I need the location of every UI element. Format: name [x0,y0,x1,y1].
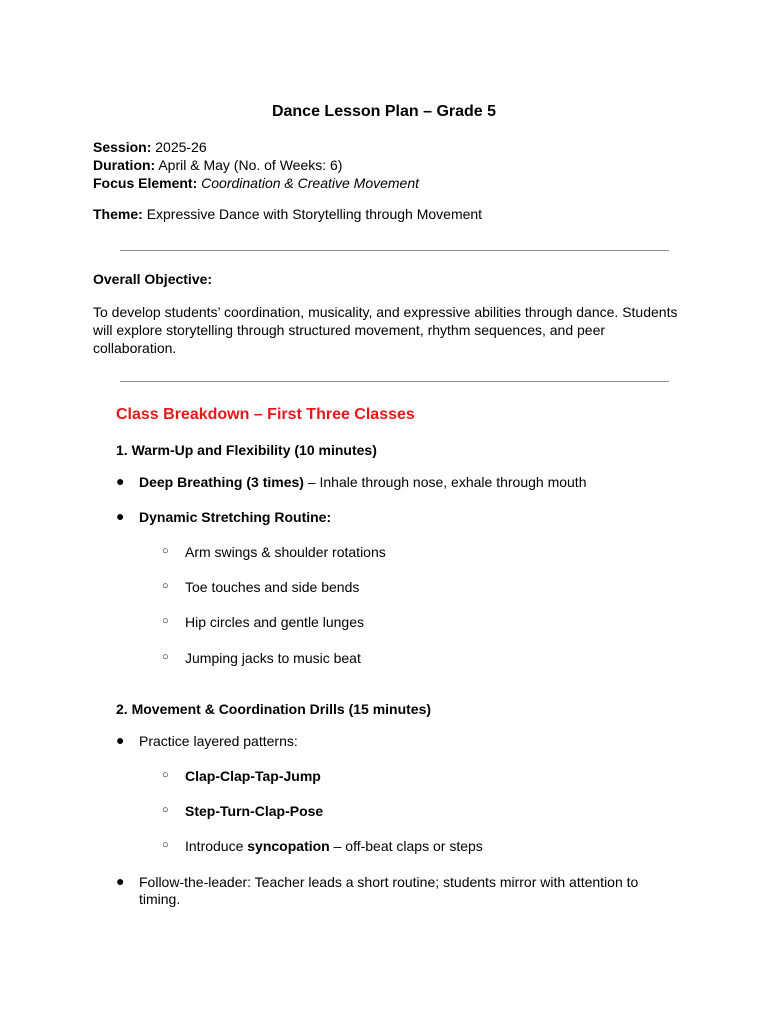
session-row [93,138,419,156]
bullet-icon: ● [116,473,125,489]
deep-breathing-text: – Inhale through nose, exhale through mouth [303,474,587,490]
duration-row [93,156,419,174]
theme-label: Theme: [93,206,143,222]
objective-body: To develop students’ coordination, musicality, and expressive abilities through dance. Students will explore storytelling through structured movement, rhythm sequences, and peer collaboration. [93,304,678,356]
divider-middle [120,381,669,382]
circle-bullet-icon: ○ [162,545,169,557]
section-drills-heading: 2. Movement & Coordination Drills (15 minutes) [116,701,432,717]
circle-bullet-icon: ○ [162,615,169,627]
lesson-meta [93,138,419,192]
duration-label: Duration: [93,157,156,173]
bullet-icon: ● [116,508,125,524]
deep-breathing-label: Deep Breathing (3 times) [139,474,304,490]
session-label: Session: [93,139,152,155]
focus-row [93,174,419,192]
pattern-clap-tap-jump: Clap-Clap-Tap-Jump [185,768,321,784]
stretching-label: Dynamic Stretching Routine: [139,509,332,525]
theme-value: Expressive Dance with Storytelling through Movement [146,206,483,222]
sub-item-text: Hip circles and gentle lunges [185,614,364,630]
circle-bullet-icon: ○ [162,769,169,781]
theme-row [93,206,482,222]
focus-value: Coordination & Creative Movement [201,175,420,191]
syncopation-term: syncopation [247,838,330,854]
section-warmup-heading: 1. Warm-Up and Flexibility (10 minutes) [116,442,377,458]
circle-bullet-icon: ○ [162,804,169,816]
page-title: Dance Lesson Plan – Grade 5 [271,103,497,120]
sub-item-text: Jumping jacks to music beat [185,650,361,666]
bullet-icon: ● [116,732,125,748]
pattern-step-turn-clap-pose: Step-Turn-Clap-Pose [185,803,324,819]
circle-bullet-icon: ○ [162,839,169,851]
syncopation-pre: Introduce [185,838,248,854]
duration-value: April & May (No. of Weeks: 6) [158,157,343,173]
bullet-icon: ● [116,873,125,889]
syncopation-post: – off-beat claps or steps [329,838,483,854]
divider-top [120,250,669,251]
class-breakdown-heading: Class Breakdown – First Three Classes [116,406,415,423]
sub-item-text: Arm swings & shoulder rotations [185,544,386,560]
focus-label: Focus Element: [93,175,198,191]
list-item-text: Follow-the-leader: Teacher leads a short routine; students mirror with attention to timing. [139,874,639,907]
sub-item-text: Toe touches and side bends [185,579,360,595]
objective-heading: Overall Objective: [93,271,213,287]
session-value: 2025-26 [155,139,207,155]
list-item-text: Practice layered patterns: [139,733,298,749]
circle-bullet-icon: ○ [162,651,169,663]
circle-bullet-icon: ○ [162,580,169,592]
